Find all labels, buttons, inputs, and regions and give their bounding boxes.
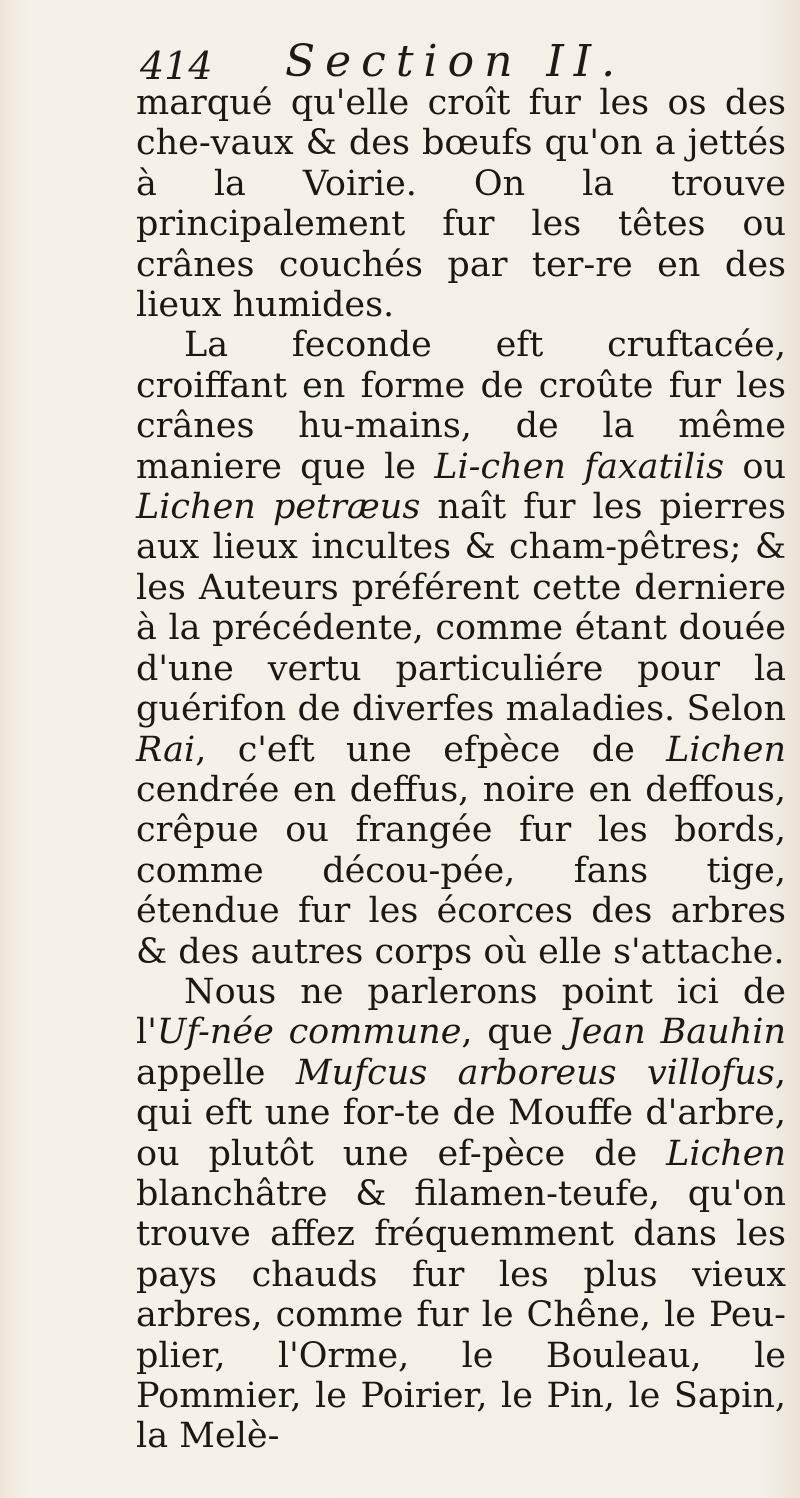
italic-text: Rai [136,729,196,770]
page-number: 414 [140,44,213,88]
text-run: cendrée en deffus, noire en deffous, crêpue ou frangée fur les bords, comme décou-pée, fans tige, étendue fur les écorces des arbres & des autres corps où elle s'attache. [136,769,786,972]
text-run: blanchâtre & filamen-teufe, qu'on trouve affez fréquemment dans les pays chauds fur les plus vieux arbres, comme fur le Chêne, le Peu-plier, l'Orme, le Bouleau, le Pommier, le Poirier, le Pin, le Sapin, la Melè- [136,1173,786,1457]
text-run: appelle [136,1052,296,1093]
italic-text: Lichen [666,729,786,770]
paragraph-3 [136,972,786,1457]
italic-text: Lichen petræus [136,487,421,528]
italic-text: Lichen [666,1133,786,1174]
italic-text: Uf-née commune [156,1012,462,1053]
paragraph-2 [136,325,786,972]
text-run: La feconde eft cruftacée, croiffant en forme de croûte fur les crânes hu-mains, de la même maniere que le [136,325,786,487]
text-run: naît fur les pierres aux lieux incultes & cham-pêtres; & les Auteurs préférent cette derniere à la précédente, comme étant douée d'une vertu particuliére pour la guérifon de diverfes maladies. Selon [136,487,786,730]
text-run: , c'eft une efpèce de [195,729,667,770]
text-run: Nous ne parlerons point ici de l' [136,971,786,1053]
italic-text: Jean Bauhin [567,1012,786,1053]
text-run: marqué qu'elle croît fur les os des che-vaux & des bœufs qu'on a jettés à la Voirie. On la trouve principalement fur les têtes ou crânes couchés par ter-re en des lieux humides. [136,83,786,326]
text-run: ou [724,446,787,487]
italic-text: Li-chen faxatilis [434,446,725,487]
text-run: , que [461,1012,568,1053]
text-run: , qui eft une for-te de Mouffe d'arbre, ou plutôt une ef-pèce de [136,1052,787,1174]
paragraph-1 [136,83,786,325]
running-head: Section II. [285,36,626,87]
body-text [136,83,786,1457]
italic-text: Mufcus arboreus villofus [295,1052,775,1093]
